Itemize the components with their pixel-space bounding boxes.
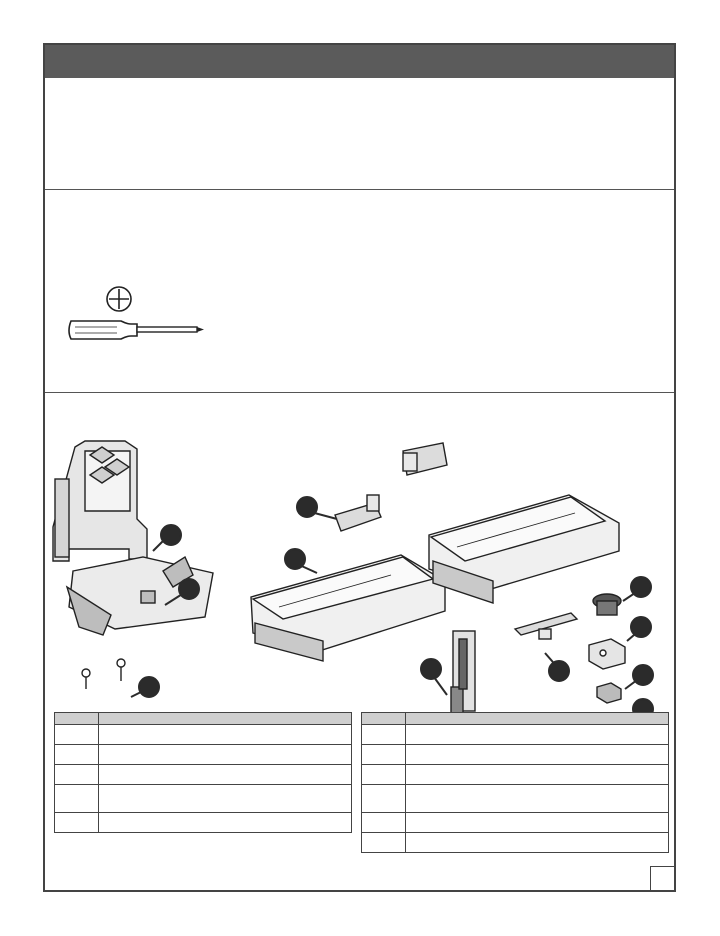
table-cell xyxy=(55,745,99,765)
table-row xyxy=(55,813,352,833)
table-cell xyxy=(55,813,99,833)
table-cell xyxy=(362,765,406,785)
header-cell-description xyxy=(406,713,669,725)
table-cell xyxy=(406,833,669,853)
parts-table-right xyxy=(361,712,669,853)
header-bar xyxy=(45,45,674,78)
table-cell xyxy=(362,813,406,833)
clamp-block-part xyxy=(589,639,625,669)
knob-part xyxy=(593,594,621,615)
table-cell xyxy=(406,765,669,785)
adjustment-post-part xyxy=(451,631,475,713)
table-row xyxy=(55,785,352,813)
table-row xyxy=(362,765,669,785)
table-cell xyxy=(99,813,352,833)
table-row xyxy=(55,745,352,765)
tools-section xyxy=(45,191,674,393)
screws-part xyxy=(82,659,125,689)
table-cell xyxy=(55,725,99,745)
header-cell-number xyxy=(362,713,406,725)
table-row xyxy=(55,765,352,785)
table-row xyxy=(362,785,669,813)
table-cell xyxy=(406,725,669,745)
rail-rear-part xyxy=(429,495,619,603)
parts-table-left xyxy=(54,712,352,833)
table-cell xyxy=(406,745,669,765)
table-cell xyxy=(99,765,352,785)
phillips-screwdriver-icon xyxy=(45,191,674,393)
parts-illustration xyxy=(45,395,674,713)
table-cell xyxy=(406,785,669,813)
table-row xyxy=(362,725,669,745)
table-row xyxy=(362,813,669,833)
square-nut-part xyxy=(597,683,621,703)
table-row xyxy=(55,725,352,745)
table-header-row xyxy=(362,713,669,725)
rail-front-part xyxy=(251,555,445,661)
clip-bracket-part-b xyxy=(403,443,447,475)
table-cell xyxy=(55,765,99,785)
table-header-row xyxy=(55,713,352,725)
page-number-box xyxy=(650,866,674,890)
table-cell xyxy=(362,785,406,813)
section-divider-1 xyxy=(45,189,674,190)
table-row xyxy=(362,833,669,853)
manual-page-frame xyxy=(43,43,676,892)
clip-bracket-part-a xyxy=(335,495,381,531)
header-cell-description xyxy=(99,713,352,725)
slider-part xyxy=(515,613,577,639)
table-cell xyxy=(99,785,352,813)
table-cell xyxy=(362,725,406,745)
table-cell xyxy=(99,725,352,745)
table-cell xyxy=(55,785,99,813)
table-row xyxy=(362,745,669,765)
header-cell-number xyxy=(55,713,99,725)
table-cell xyxy=(99,745,352,765)
table-cell xyxy=(362,745,406,765)
mount-bracket-part xyxy=(53,441,147,561)
table-cell xyxy=(362,833,406,853)
table-cell xyxy=(406,813,669,833)
